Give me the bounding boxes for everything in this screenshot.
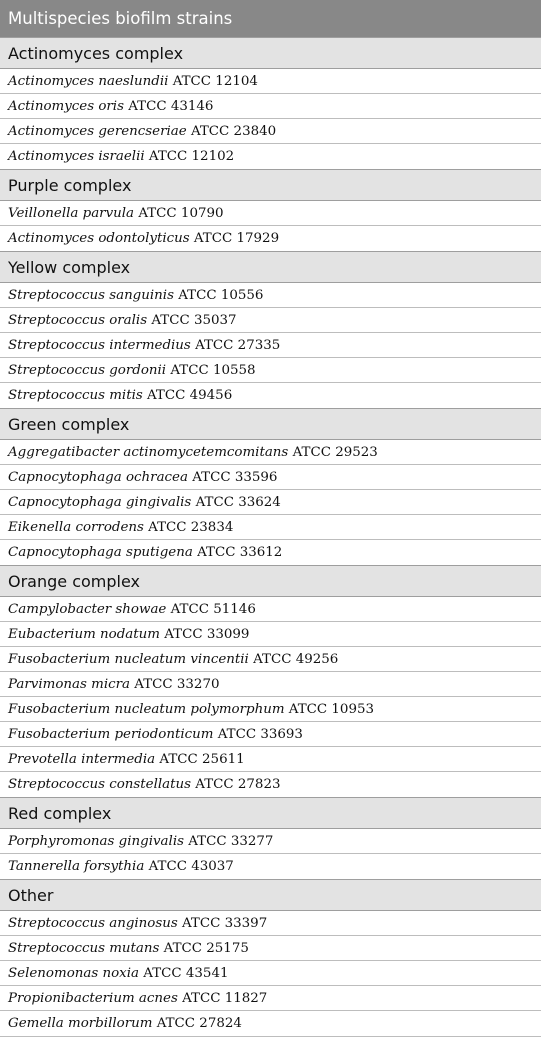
- strain-id: ATCC 10558: [170, 363, 256, 378]
- strain-id: ATCC 33277: [188, 834, 274, 849]
- strain-row: [0, 622, 541, 647]
- strain-row: [0, 961, 541, 986]
- strain-id: ATCC 17929: [193, 231, 280, 246]
- group-header: Yellow complex: [0, 251, 541, 283]
- species-name: Streptococcus constellatus: [8, 777, 191, 792]
- strain-id: ATCC 10556: [178, 288, 264, 303]
- strain-row: [0, 490, 541, 515]
- strain-row: [0, 829, 541, 854]
- strain-row: [0, 1011, 541, 1036]
- species-name: Aggregatibacter actinomycetemcomitans: [8, 445, 289, 460]
- species-name: Fusobacterium periodonticum: [8, 727, 214, 742]
- strain-row: [0, 540, 541, 565]
- strain-row: [0, 647, 541, 672]
- strain-id: ATCC 25611: [159, 752, 245, 767]
- species-name: Streptococcus intermedius: [8, 338, 191, 353]
- strain-id: ATCC 33397: [182, 916, 268, 931]
- strain-row: [0, 465, 541, 490]
- strain-row: [0, 383, 541, 408]
- species-name: Fusobacterium nucleatum vincentii: [8, 652, 249, 667]
- species-name: Porphyromonas gingivalis: [8, 834, 184, 849]
- strain-id: ATCC 27823: [195, 777, 281, 792]
- species-name: Veillonella parvula: [8, 206, 135, 221]
- strain-id: ATCC 33612: [197, 545, 283, 560]
- strain-id: ATCC 33596: [192, 470, 278, 485]
- group-header: Actinomyces complex: [0, 37, 541, 69]
- table-title: Multispecies biofilm strains: [0, 0, 541, 37]
- strain-row: [0, 986, 541, 1011]
- species-name: Streptococcus mutans: [8, 941, 160, 956]
- species-name: Actinomyces oris: [8, 99, 124, 114]
- strain-id: ATCC 43541: [143, 966, 229, 981]
- species-name: Streptococcus mitis: [8, 388, 143, 403]
- species-name: Parvimonas micra: [8, 677, 130, 692]
- strain-row: [0, 440, 541, 465]
- strain-row: [0, 226, 541, 251]
- group-header: Purple complex: [0, 169, 541, 201]
- strain-row: [0, 515, 541, 540]
- species-name: Streptococcus oralis: [8, 313, 148, 328]
- strain-row: [0, 358, 541, 383]
- group-header: Other: [0, 879, 541, 911]
- strain-row: [0, 911, 541, 936]
- strain-group: [0, 565, 541, 797]
- strain-group: [0, 169, 541, 251]
- strain-row: [0, 201, 541, 226]
- strain-row: [0, 119, 541, 144]
- species-name: Campylobacter showae: [8, 602, 167, 617]
- strain-row: [0, 697, 541, 722]
- strain-id: ATCC 33693: [217, 727, 303, 742]
- species-name: Actinomyces odontolyticus: [8, 231, 190, 246]
- strain-row: [0, 144, 541, 169]
- strain-row: [0, 94, 541, 119]
- strain-id: ATCC 43037: [148, 859, 234, 874]
- species-name: Prevotella intermedia: [8, 752, 156, 767]
- strain-id: ATCC 12102: [148, 149, 235, 164]
- strain-row: [0, 283, 541, 308]
- strain-id: ATCC 43146: [128, 99, 214, 114]
- species-name: Actinomyces naeslundii: [8, 74, 169, 89]
- strain-id: ATCC 23840: [190, 124, 277, 139]
- strain-id: ATCC 12104: [172, 74, 258, 89]
- strain-row: [0, 69, 541, 94]
- group-header: Green complex: [0, 408, 541, 440]
- strain-id: ATCC 10790: [138, 206, 224, 221]
- species-name: Capnocytophaga ochracea: [8, 470, 188, 485]
- strain-group: [0, 408, 541, 565]
- table-body: [0, 37, 541, 1036]
- strain-group: [0, 797, 541, 879]
- species-name: Propionibacterium acnes: [8, 991, 178, 1006]
- strain-row: [0, 597, 541, 622]
- strain-id: ATCC 49256: [253, 652, 339, 667]
- strain-row: [0, 333, 541, 358]
- strain-row: [0, 722, 541, 747]
- strain-id: ATCC 11827: [182, 991, 268, 1006]
- species-name: Eikenella corrodens: [8, 520, 144, 535]
- strain-row: [0, 747, 541, 772]
- species-name: Actinomyces israelii: [8, 149, 145, 164]
- group-header: Red complex: [0, 797, 541, 829]
- strain-id: ATCC 33099: [164, 627, 250, 642]
- species-name: Streptococcus gordonii: [8, 363, 167, 378]
- strain-row: [0, 854, 541, 879]
- species-name: Streptococcus anginosus: [8, 916, 178, 931]
- species-name: Selenomonas noxia: [8, 966, 139, 981]
- species-name: Tannerella forsythia: [8, 859, 145, 874]
- species-name: Capnocytophaga sputigena: [8, 545, 193, 560]
- strain-group: [0, 37, 541, 169]
- strain-row: [0, 672, 541, 697]
- strain-id: ATCC 33624: [195, 495, 281, 510]
- strain-id: ATCC 49456: [147, 388, 233, 403]
- strain-id: ATCC 25175: [163, 941, 249, 956]
- species-name: Actinomyces gerencseriae: [8, 124, 187, 139]
- strain-row: [0, 308, 541, 333]
- species-name: Gemella morbillorum: [8, 1016, 153, 1031]
- strain-id: ATCC 35037: [151, 313, 237, 328]
- species-name: Fusobacterium nucleatum polymorphum: [8, 702, 285, 717]
- species-name: Eubacterium nodatum: [8, 627, 160, 642]
- strain-id: ATCC 51146: [170, 602, 256, 617]
- strain-id: ATCC 33270: [134, 677, 220, 692]
- strain-id: ATCC 10953: [288, 702, 375, 717]
- strain-id: ATCC 27824: [156, 1016, 242, 1031]
- strain-id: ATCC 27335: [195, 338, 281, 353]
- group-header: Orange complex: [0, 565, 541, 597]
- species-name: Streptococcus sanguinis: [8, 288, 174, 303]
- strain-row: [0, 936, 541, 961]
- strain-group: [0, 251, 541, 408]
- strain-group: [0, 879, 541, 1036]
- species-name: Capnocytophaga gingivalis: [8, 495, 192, 510]
- strain-id: ATCC 29523: [292, 445, 378, 460]
- strain-id: ATCC 23834: [148, 520, 234, 535]
- strain-row: [0, 772, 541, 797]
